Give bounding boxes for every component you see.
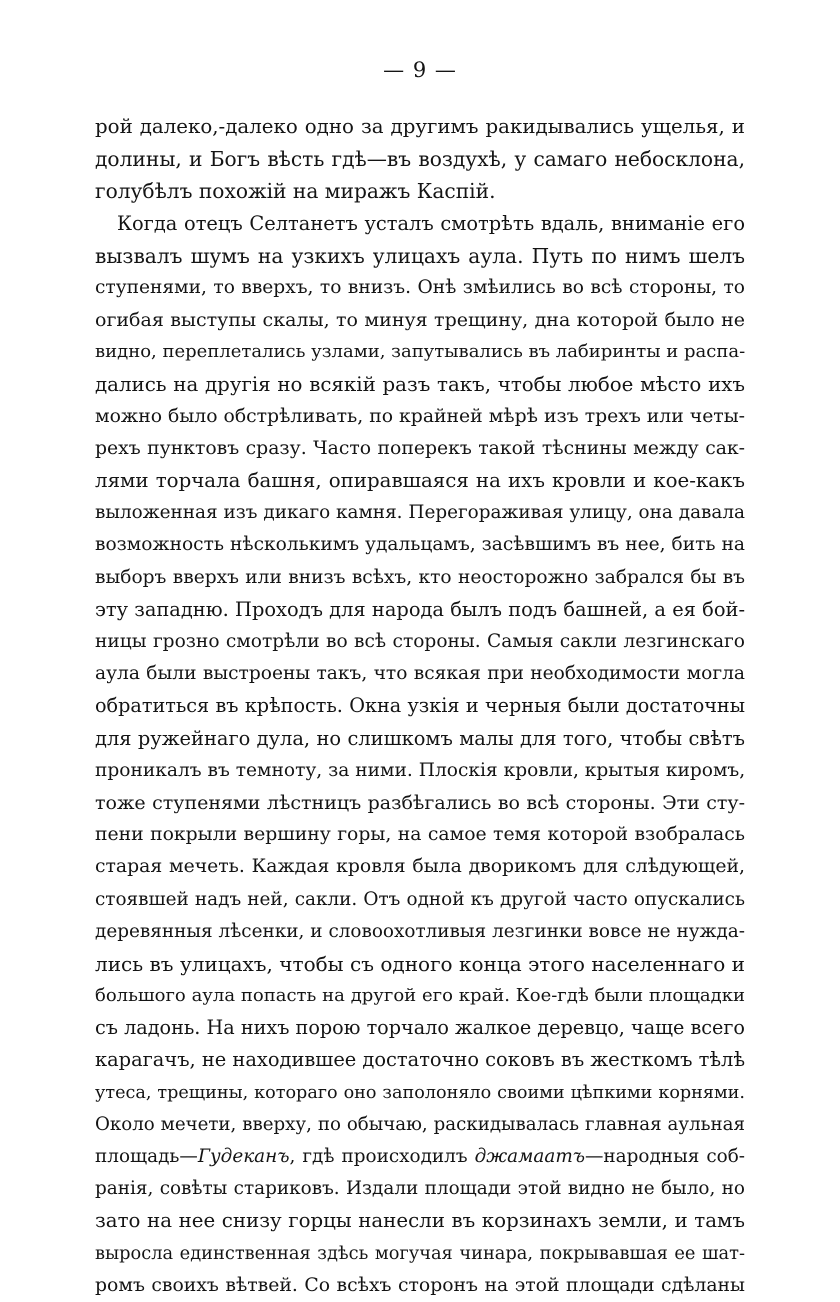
text-line: ступенями, то вверхъ, то внизъ. Онѣ змѣились во всѣ стороны, то (95, 276, 745, 298)
text-line: можно было обстрѣливать, по крайней мѣрѣ изъ трехъ или четы- (95, 405, 745, 427)
text-run: —народныя соб- (585, 1146, 745, 1167)
text-line: проникалъ въ темноту, за ними. Плоскія кровли, крытыя киромъ, (95, 759, 745, 781)
text-line: утеса, трещины, котораго оно заполоняло своими цѣпкими корнями. (95, 1082, 745, 1103)
text-line: рой далеко,-далеко одно за другимъ ракидывались ущелья, и (95, 115, 745, 138)
text-line: обратиться въ крѣпость. Окна узкія и черныя были достаточны (95, 694, 745, 718)
text-line: тоже ступенями лѣстницъ разбѣгались во всѣ стороны. Эти сту- (95, 791, 745, 814)
text-line: для ружейнаго дула, но слишкомъ малы для того, чтобы свѣтъ (95, 726, 745, 750)
text-line: огибая выступы скалы, то минуя трещину, дна которой было не (95, 309, 745, 332)
text-line: старая мечеть. Каждая кровля была дворикомъ для слѣдующей, (95, 856, 745, 878)
text-line: лись въ улицахъ, чтобы съ одного конца этого населеннаго и (95, 951, 745, 976)
body-text (95, 111, 745, 1302)
text-line: долины, и Богъ вѣсть гдѣ—въ воздухѣ, у самаго небосклона, (95, 147, 745, 172)
text-line: рехъ пунктовъ сразу. Часто поперекъ такой тѣснины между сак- (95, 437, 745, 459)
text-line: эту западню. Проходъ для народа былъ подъ башней, а ея бой- (95, 597, 745, 621)
text-line: возможность нѣсколькимъ удальцамъ, засѣвшимъ въ нее, бить на (95, 534, 745, 556)
text-line: выросла единственная здѣсь могучая чинара, покрывавшая ее шат- (95, 1242, 745, 1264)
text-run: площадь— (95, 1146, 198, 1167)
text-line: выборъ вверхъ или внизъ всѣхъ, кто неосторожно забрался бы въ (95, 566, 745, 588)
text-line: карагачъ, не находившее достаточно соковъ въ жесткомъ тѣлѣ (95, 1048, 745, 1072)
text-line: выложенная изъ дикаго камня. Перегораживая улицу, она давала (95, 502, 745, 524)
text-line: Около мечети, вверху, по обычаю, раскидывалась главная аульная (95, 1113, 745, 1135)
text-line: дались на другія но всякій разъ такъ, чтобы любое мѣсто ихъ (95, 372, 745, 396)
text-line: ромъ своихъ вѣтвей. Со всѣхъ сторонъ на этой площади сдѣланы (95, 1274, 745, 1296)
text-run: , гдѣ происходилъ (289, 1146, 475, 1167)
text-line: лями торчала башня, опиравшаяся на ихъ кровли и кое-какъ (95, 469, 745, 493)
text-line: стоявшей надъ ней, сакли. Отъ одной къ другой часто опускались (95, 888, 745, 910)
text-line: пени покрыли вершину горы, на самое темя которой взобралась (95, 824, 745, 846)
text-line: большого аула попасть на другой его край. Кое-гдѣ были площадки (95, 985, 745, 1007)
text-line: ранія, совѣты стариковъ. Издали площади этой видно не было, но (95, 1178, 745, 1200)
text-line: съ ладонь. На нихъ порою торчало жалкое деревцо, чаще всего (95, 1016, 745, 1040)
italic-term-jamaat: джамаатъ (474, 1146, 586, 1167)
text-line: ницы грозно смотрѣли во всѣ стороны. Самыя сакли лезгинскаго (95, 631, 745, 652)
text-line-with-italics (95, 1141, 745, 1173)
text-line: видно, переплетались узлами, запутывались въ лабиринты и распа- (95, 341, 745, 363)
text-line: деревянныя лѣсенки, и словоохотливыя лезгинки вовсе не нужда- (95, 920, 745, 942)
text-line: аула были выстроены такъ, что всякая при необходимости могла (95, 663, 745, 685)
italic-term-gudekan: Гудеканъ (197, 1146, 290, 1167)
text-line: зато на нее снизу горцы нанесли въ корзинахъ земли, и тамъ (95, 1209, 745, 1233)
text-line: голубѣлъ похожій на миражъ Каспій. (95, 179, 496, 204)
text-line: Когда отецъ Селтанетъ усталъ смотрѣть вдаль, вниманіе его (117, 211, 745, 235)
text-line: вызвалъ шумъ на узкихъ улицахъ аула. Путь по нимъ шелъ (95, 243, 745, 268)
page-number: — 9 — (383, 58, 457, 82)
